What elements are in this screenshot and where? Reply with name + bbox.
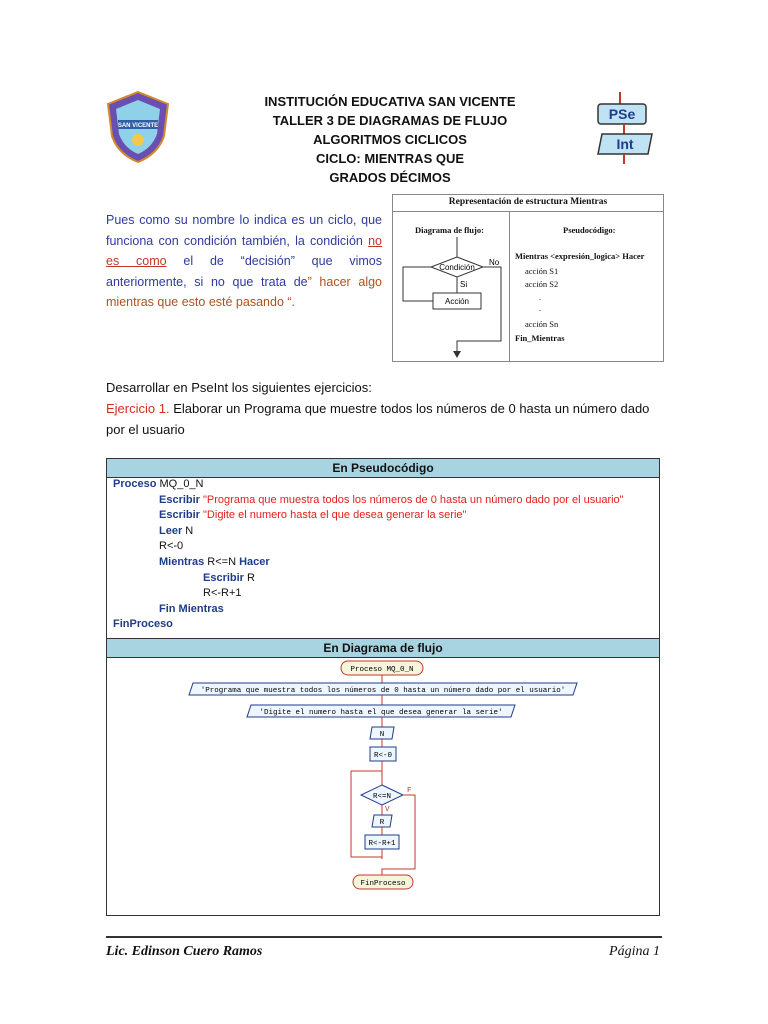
svg-text:Acción: Acción [444, 297, 470, 306]
header-line-3: ALGORITMOS CICLICOS [313, 132, 467, 147]
pseint-logo [594, 92, 658, 164]
svg-text:Si: Si [460, 280, 468, 289]
structure-flowchart [397, 237, 507, 359]
header-line-5: GRADOS DÉCIMOS [329, 170, 451, 185]
exercise-label: Ejercicio 1. [106, 401, 170, 416]
footer-rule [106, 936, 662, 938]
exercise-1 [106, 398, 666, 440]
svg-text:PSe: PSe [608, 106, 636, 122]
svg-text:'Digite el numero hasta el que: 'Digite el numero hasta el que desea generar la serie' [259, 709, 503, 717]
svg-text:FinProceso: FinProceso [360, 880, 406, 888]
exercises-heading: Desarrollar en PseInt los siguientes ejercicios: [106, 380, 372, 395]
header-line-4: CICLO: MIENTRAS QUE [315, 151, 465, 166]
footer-author: Lic. Edinson Cuero Ramos [106, 944, 263, 959]
document-header [210, 92, 570, 187]
svg-text:'Programa que muestra todos lo: 'Programa que muestra todos los números de 0 hasta un número dado por el usuario' [200, 687, 566, 695]
logo-text: SAN VICENTE [117, 123, 159, 129]
flowchart-band: En Diagrama de flujo [107, 638, 659, 658]
svg-text:R<-0: R<-0 [373, 752, 393, 760]
svg-text:R<=N: R<=N [372, 793, 392, 801]
school-logo [106, 90, 170, 164]
pseint-flowchart [185, 659, 585, 899]
structure-box: Representación de estructura Mientras Diagrama de flujo: Pseudocódigo: Condición No Si Acción Mientras <expresión_logica> Hacer acción S1 acción S2 . . acción Sn Fin_Mientras [392, 194, 664, 362]
svg-text:F: F [407, 787, 412, 795]
svg-text:Condición: Condición [439, 263, 475, 272]
svg-text:No: No [489, 258, 500, 267]
exercise-table [106, 458, 660, 916]
header-line-2: TALLER 3 DE DIAGRAMAS DE FLUJO [272, 113, 508, 128]
footer-page-number: Página 1 [609, 944, 660, 959]
exercise-text: Elaborar un Programa que muestre todos los números de 0 hasta un número dado por el usuario [106, 401, 650, 437]
svg-text:N: N [379, 731, 385, 739]
svg-text:R<-R+1: R<-R+1 [368, 840, 396, 848]
svg-text:V: V [385, 806, 390, 814]
intro-paragraph: Pues como su nombre lo indica es un ciclo, que funciona con condición también, la condición no es como el de “decisión” que vimos anteriormente, si no que trata de” hacer algo mientras que esto esté pasando “. [106, 213, 382, 309]
structure-title: Representación de estructura Mientras [393, 197, 663, 212]
pseudocode-block: Proceso MQ_0_N Escribir "Programa que muestra todos los números de 0 hasta un número dado por el usuario" Escribir "Digite el numero hasta el que desea generar la serie" Leer N R<-0 Mientras R<=N Hacer Escribir R R<-R+1 Fin Mientras FinProceso [113, 478, 624, 631]
svg-text:Int: Int [616, 136, 634, 152]
svg-text:R: R [379, 819, 385, 827]
svg-text:Proceso MQ_0_N: Proceso MQ_0_N [350, 666, 414, 674]
header-line-1: INSTITUCIÓN EDUCATIVA SAN VICENTE [264, 94, 516, 109]
pseudocode-band: En Pseudocódigo [107, 459, 659, 478]
